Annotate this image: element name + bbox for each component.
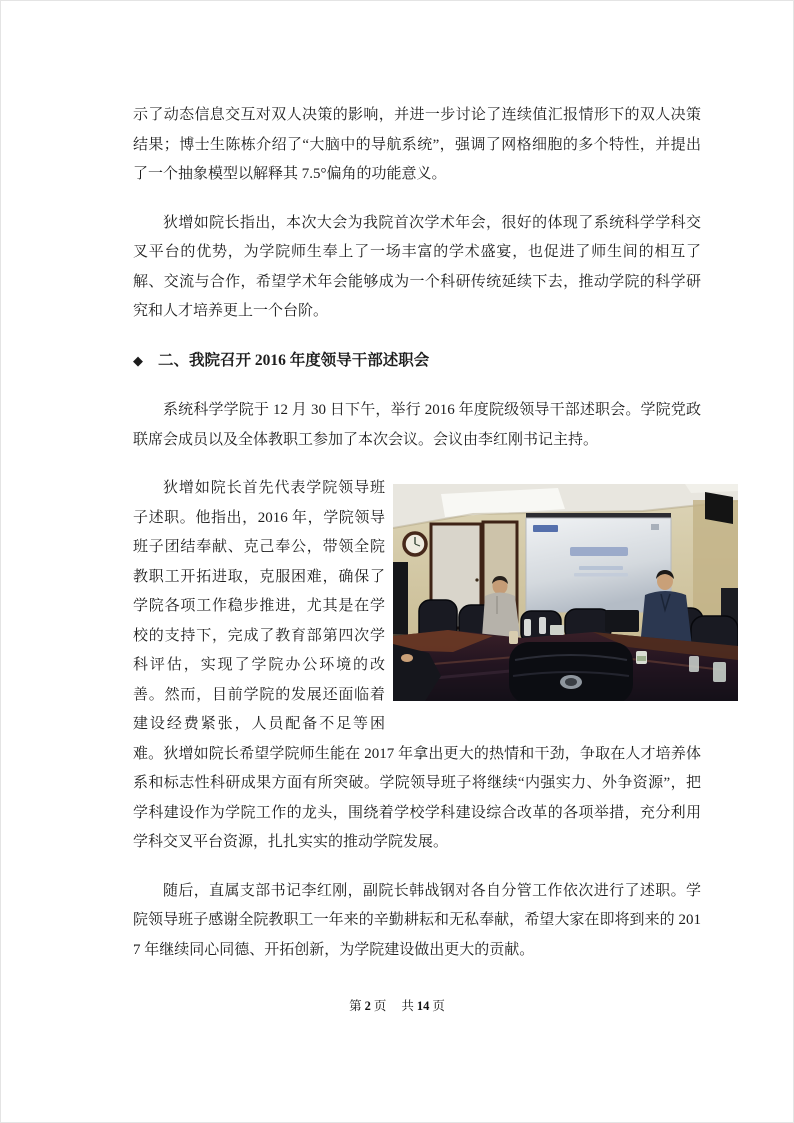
footer-page-word: 页 [373,999,387,1013]
paragraph-dean-report-text: 狄增如院长首先代表学院领导班子述职。他指出，2016 年，学院领导班子团结奉献、克己奉公，带领全院教职工开拓进取，克服困难，确保了学院各项工作稳步推进，尤其是在学校的支持下，完成了教育部第四次学科评估，实现了学院办公环境的改善。然而，目前学院的发展还面临着建设经费紧张，人员配备不足等困难。狄增如院长希望学院师生能在 2017 年拿出更大的热情和干劲，争取在人才培养体系和标志性科研成果方面有所突破。学院领导班子将继续“内强实力、外争资源”，把学科建设作为学院工作的龙头，围绕着学校学科建设综合改革的各项举措，充分利用学科交叉平台资源，扎扎实实的推动学院发展。 [133,480,701,850]
paragraph-meeting-intro: 系统科学学院于 12 月 30 日下午，举行 2016 年度院级领导干部述职会。学院党政联席会成员以及全体教职工参加了本次会议。会议由李红刚书记主持。 [133,402,701,448]
foreground-chair [509,642,633,701]
paragraph-dean-remarks: 狄增如院长指出，本次大会为我院首次学术年会，很好的体现了系统科学学科交叉平台的优势，为学院师生奉上了一场丰富的学术盛宴，也促进了师生间的相互了解、交流与合作，希望学术年会能够成为一个科研传统延续下去，推动学院的科学研究和人才培养更上一个台阶。 [133,214,701,319]
section-heading [133,346,701,376]
laptop-on-table [605,610,639,632]
section-heading-text: 二、我院召开 2016 年度领导干部述职会 [158,351,430,369]
footer-of-word: 共 [401,999,414,1013]
footer-page-number: 2 [364,999,371,1013]
page-footer [1,997,793,1015]
meeting-photo-illustration [393,484,738,701]
left-tv-screen [393,562,408,644]
page-content [133,101,701,984]
slide-title [570,547,628,556]
footer-prefix: 第 [349,999,362,1013]
paragraph-other-reports: 随后，直属支部书记李红刚，副院长韩战钢对各自分管工作依次进行了述职。学院领导班子感谢全院教职工一年来的辛勤耕耘和无私奉献，希望大家在即将到来的 2017 年继续同心同德、开拓创新，为学院建设做出更大的贡献。 [133,882,701,958]
slide-logo [533,525,558,532]
meeting-room-photo [393,484,738,701]
diamond-bullet-icon: ◆ [133,352,143,368]
paragraph-with-photo [133,474,701,858]
paragraph-continuation: 示了动态信息交互对双人决策的影响，并进一步讨论了连续值汇报情形下的双人决策结果；博士生陈栋介绍了“大脑中的导航系统”，强调了网格细胞的多个特性，并提出了一个抽象模型以解释其 7.5°偏角的功能意义。 [133,107,701,182]
speaker-box [705,492,733,524]
footer-total-word: 页 [432,999,445,1013]
footer-total-pages: 14 [416,999,430,1013]
